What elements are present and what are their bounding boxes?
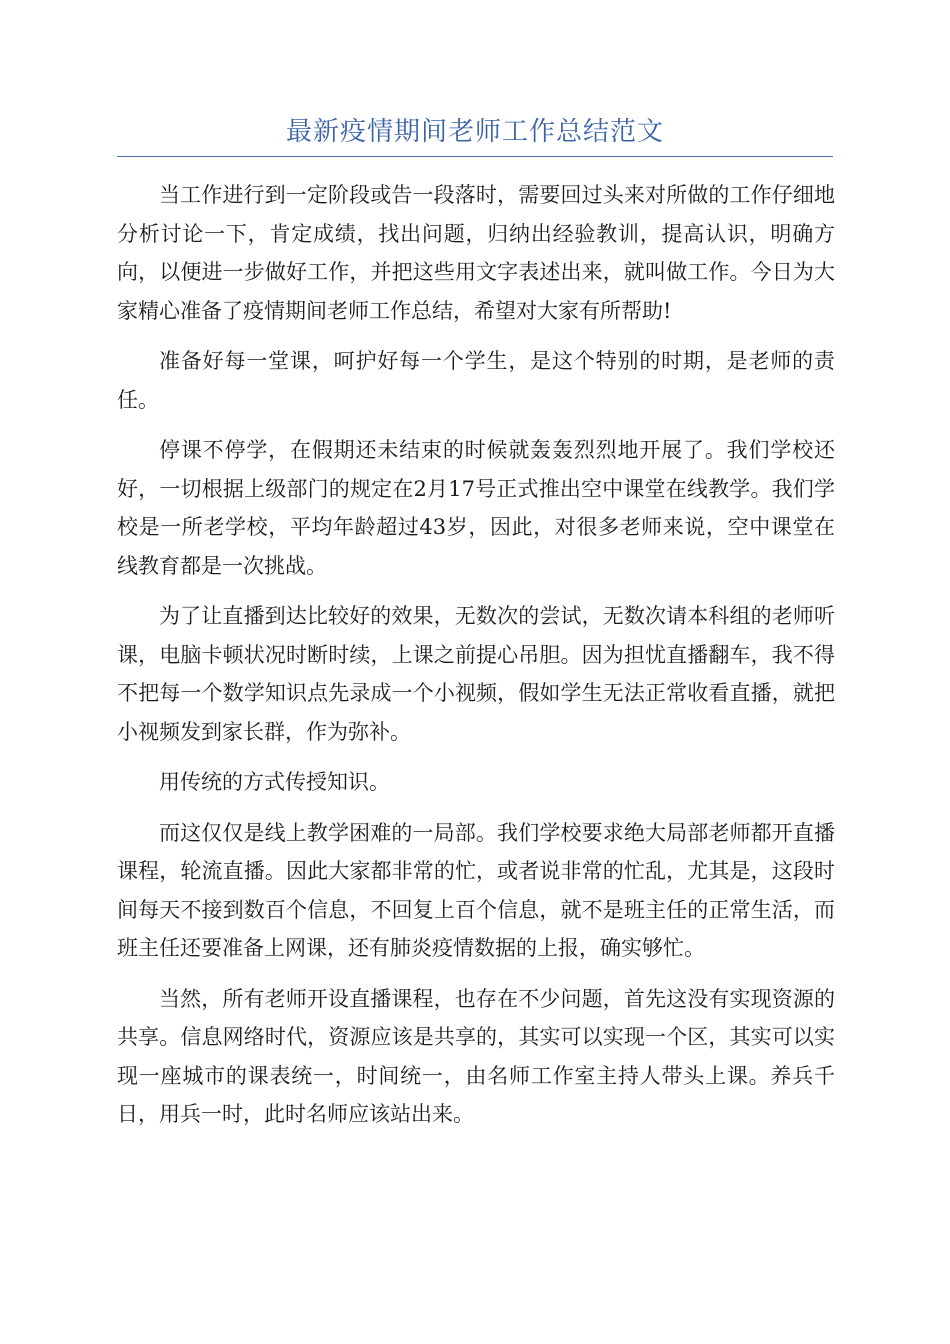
paragraph-5: 用传统的方式传授知识。 bbox=[159, 770, 390, 794]
title-block bbox=[117, 112, 833, 157]
paragraph-4: 为了让直播到达比较好的效果，无数次的尝试，无数次请本科组的老师听课，电脑卡顿状况时断时续，上课之前提心吊胆。因为担忧直播翻车，我不得不把每一个数学知识点先录成一个小视频，假如学生无法正常收看直播，就把小视频发到家长群，作为弥补。 bbox=[117, 604, 835, 744]
paragraph-1: 当工作进行到一定阶段或告一段落时，需要回过头来对所做的工作仔细地分析讨论一下，肯定成绩，找出问题，归纳出经验教训，提高认识，明确方向，以便进一步做好工作，并把这些用文字表述出来，就叫做工作。今日为大家精心准备了疫情期间老师工作总结，希望对大家有所帮助! bbox=[117, 183, 835, 323]
paragraph-2: 准备好每一堂课，呵护好每一个学生，是这个特别的时期，是老师的责任。 bbox=[117, 349, 835, 412]
paragraph-6: 而这仅仅是线上教学困难的一局部。我们学校要求绝大局部老师都开直播课程，轮流直播。因此大家都非常的忙，或者说非常的忙乱，尤其是，这段时间每天不接到数百个信息，不回复上百个信息，就不是班主任的正常生活，而班主任还要准备上网课，还有肺炎疫情数据的上报，确实够忙。 bbox=[117, 820, 835, 960]
document-body bbox=[117, 176, 835, 1146]
paragraph-3: 停课不停学，在假期还未结束的时候就轰轰烈烈地开展了。我们学校还好，一切根据上级部门的规定在2月17号正式推出空中课堂在线教学。我们学校是一所老学校，平均年龄超过43岁，因此，对很多老师来说，空中课堂在线教育都是一次挑战。 bbox=[117, 438, 835, 578]
paragraph-7: 当然，所有老师开设直播课程，也存在不少问题，首先这没有实现资源的共享。信息网络时代，资源应该是共享的，其实可以实现一个区，其实可以实现一座城市的课表统一，时间统一，由名师工作室主持人带头上课。养兵千日，用兵一时，此时名师应该站出来。 bbox=[117, 986, 835, 1126]
document-title: 最新疫情期间老师工作总结范文 bbox=[285, 117, 664, 147]
